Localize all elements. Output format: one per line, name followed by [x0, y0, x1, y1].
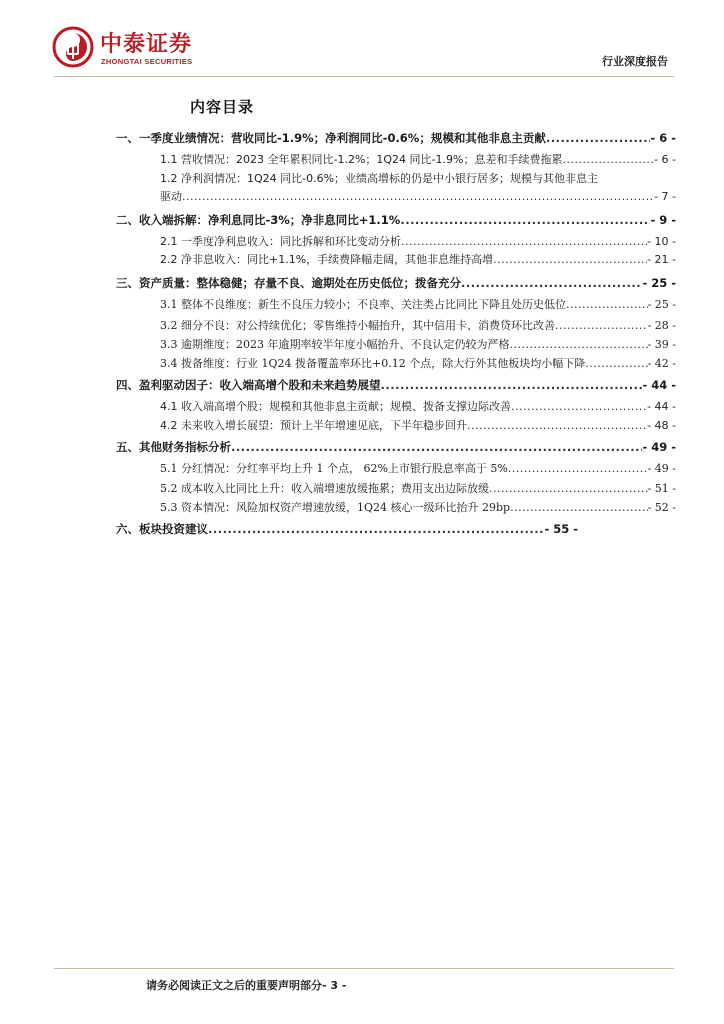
- toc-entry-chapter-2[interactable]: [116, 212, 676, 228]
- toc-leader-dots: [231, 440, 642, 454]
- toc-entry-1-2-line2[interactable]: [160, 188, 676, 203]
- toc-entry-text: 二、收入端拆解：净利息同比-3%；净非息同比+1.1%: [116, 213, 401, 227]
- toc-entry-page: - 49 -: [647, 462, 676, 475]
- toc-leader-dots: [182, 190, 654, 203]
- toc-entry-page: - 51 -: [647, 482, 676, 495]
- toc-leader-dots: [208, 522, 544, 536]
- toc-entry-chapter-3[interactable]: [116, 275, 676, 291]
- toc-entry-page: - 39 -: [647, 338, 676, 351]
- toc-entry-text: 5.2 成本收入比同比上升：收入端增速放缓拖累；费用支出边际放缓: [160, 482, 489, 495]
- header-divider: [54, 76, 674, 77]
- toc-entry-text: 3.3 逾期维度：2023 年逾期率较半年度小幅抬升、不良认定仍较为严格: [160, 338, 510, 351]
- toc-entry-text: 1.1 营收情况：2023 全年累积同比-1.2%；1Q24 同比-1.9%；息差和手续费拖累: [160, 153, 563, 166]
- toc-entry-page: - 55 -: [544, 522, 578, 536]
- toc-entry-3-4[interactable]: [160, 355, 676, 370]
- toc-entry-page: - 7 -: [654, 190, 676, 203]
- toc-entry-5-3[interactable]: [160, 499, 676, 514]
- toc-entry-page: - 6 -: [650, 131, 676, 145]
- toc-entry-page: - 52 -: [647, 501, 676, 514]
- brand-name-en: ZHONGTAI SECURITIES: [101, 57, 193, 66]
- toc-entry-page: - 44 -: [647, 400, 676, 413]
- toc-leader-dots: [489, 482, 648, 495]
- toc-leader-dots: [511, 400, 647, 413]
- footer-disclaimer: [146, 977, 346, 993]
- toc-leader-dots: [509, 338, 647, 351]
- toc-entry-text: 5.3 资本情况：风险加权资产增速放缓，1Q24 核心一级环比抬升 29bp: [160, 501, 511, 514]
- toc-entry-page: - 48 -: [647, 419, 676, 432]
- toc-entry-4-2[interactable]: [160, 417, 676, 432]
- footer-page-number: - 3 -: [322, 979, 347, 992]
- brand-name-cn: 中泰证券: [100, 32, 193, 57]
- toc-entry-chapter-1[interactable]: [116, 130, 676, 146]
- toc-entry-text: 3.1 整体不良维度：新生不良压力较小；不良率、关注类占比同比下降且处历史低位: [160, 298, 566, 311]
- toc-leader-dots: [546, 131, 651, 145]
- toc-entry-page: - 6 -: [654, 153, 676, 166]
- toc-entry-2-1[interactable]: [160, 233, 676, 248]
- toc-entry-text: 六、板块投资建议: [116, 522, 208, 536]
- toc-entry-page: - 28 -: [647, 319, 676, 332]
- toc-entry-3-3[interactable]: [160, 336, 676, 351]
- toc-entry-page: - 25 -: [647, 298, 676, 311]
- toc-entry-text: 3.2 细分不良：对公持续优化；零售维持小幅抬升，其中信用卡、消费贷环比改善: [160, 319, 555, 332]
- toc-leader-dots: [585, 357, 647, 370]
- toc-leader-dots: [467, 419, 647, 432]
- toc-entry-chapter-5[interactable]: [116, 439, 676, 455]
- toc-entry-5-1[interactable]: [160, 460, 676, 475]
- company-logo: [52, 26, 242, 76]
- toc-leader-dots: [562, 153, 654, 166]
- footer-note-text: 请务必阅读正文之后的重要声明部分: [146, 979, 322, 992]
- toc-leader-dots: [555, 319, 648, 332]
- toc-entry-page: - 9 -: [650, 213, 676, 227]
- toc-entry-text: 2.2 净非息收入：同比+1.1%，手续费降幅走阔，其他非息维持高增: [160, 253, 494, 266]
- toc-entry-text: 4.2 未来收入增长展望：预计上半年增速见底，下半年稳步回升: [160, 419, 467, 432]
- toc-leader-dots: [400, 213, 650, 227]
- toc-entry-page: - 49 -: [642, 440, 676, 454]
- toc-entry-page: - 10 -: [647, 235, 676, 248]
- toc-leader-dots: [401, 235, 647, 248]
- toc-entry-text: 三、资产质量：整体稳健；存量不良、逾期处在历史低位；拨备充分: [116, 276, 461, 290]
- toc-entry-4-1[interactable]: [160, 398, 676, 413]
- toc-leader-dots: [566, 298, 648, 311]
- toc-entry-chapter-6[interactable]: [116, 521, 578, 537]
- toc-entry-text: 4.1 收入端高增个股：规模和其他非息主贡献；规模、拨备支撑边际改善: [160, 400, 511, 413]
- toc-entry-1-1[interactable]: [160, 151, 676, 166]
- toc-entry-text: 3.4 拨备维度：行业 1Q24 拨备覆盖率环比+0.12 个点，除大行外其他板块均小幅下降: [160, 357, 586, 370]
- toc-entry-page: - 42 -: [647, 357, 676, 370]
- toc-entry-page: - 44 -: [642, 378, 676, 392]
- toc-leader-dots: [381, 378, 643, 392]
- toc-entry-text: 四、盈利驱动因子：收入端高增个股和未来趋势展望: [116, 378, 381, 392]
- toc-entry-5-2[interactable]: [160, 480, 676, 495]
- toc-entry-text: 2.1 一季度净利息收入：同比拆解和环比变动分析: [160, 235, 401, 248]
- toc-entry-3-2[interactable]: [160, 317, 676, 332]
- toc-entry-3-1[interactable]: [160, 296, 676, 311]
- toc-entry-text: 驱动: [160, 190, 182, 203]
- toc-entry-1-2-line1[interactable]: 1.2 净利润情况：1Q24 同比-0.6%；业绩高增标的仍是中小银行居多；规模与其他非息主: [160, 172, 599, 185]
- footer-divider: [54, 968, 674, 969]
- toc-entry-chapter-4[interactable]: [116, 377, 676, 393]
- toc-title: 内容目录: [190, 98, 255, 116]
- toc-leader-dots: [510, 501, 647, 514]
- toc-leader-dots: [493, 253, 647, 266]
- report-type-label: 行业深度报告: [602, 55, 668, 68]
- toc-entry-text: 五、其他财务指标分析: [116, 440, 231, 454]
- toc-entry-page: - 21 -: [647, 253, 676, 266]
- toc-entry-text: 5.1 分红情况：分红率平均上升 1 个点， 62%上市银行股息率高于 5%: [160, 462, 508, 475]
- toc-entry-page: - 25 -: [642, 276, 676, 290]
- toc-entry-text: 一、一季度业绩情况：营收同比-1.9%；净利润同比-0.6%；规模和其他非息主贡献: [116, 131, 546, 145]
- toc-entry-2-2[interactable]: [160, 251, 676, 266]
- zhongtai-logo-icon: [52, 26, 94, 68]
- toc-leader-dots: [508, 462, 648, 475]
- toc-leader-dots: [461, 276, 642, 290]
